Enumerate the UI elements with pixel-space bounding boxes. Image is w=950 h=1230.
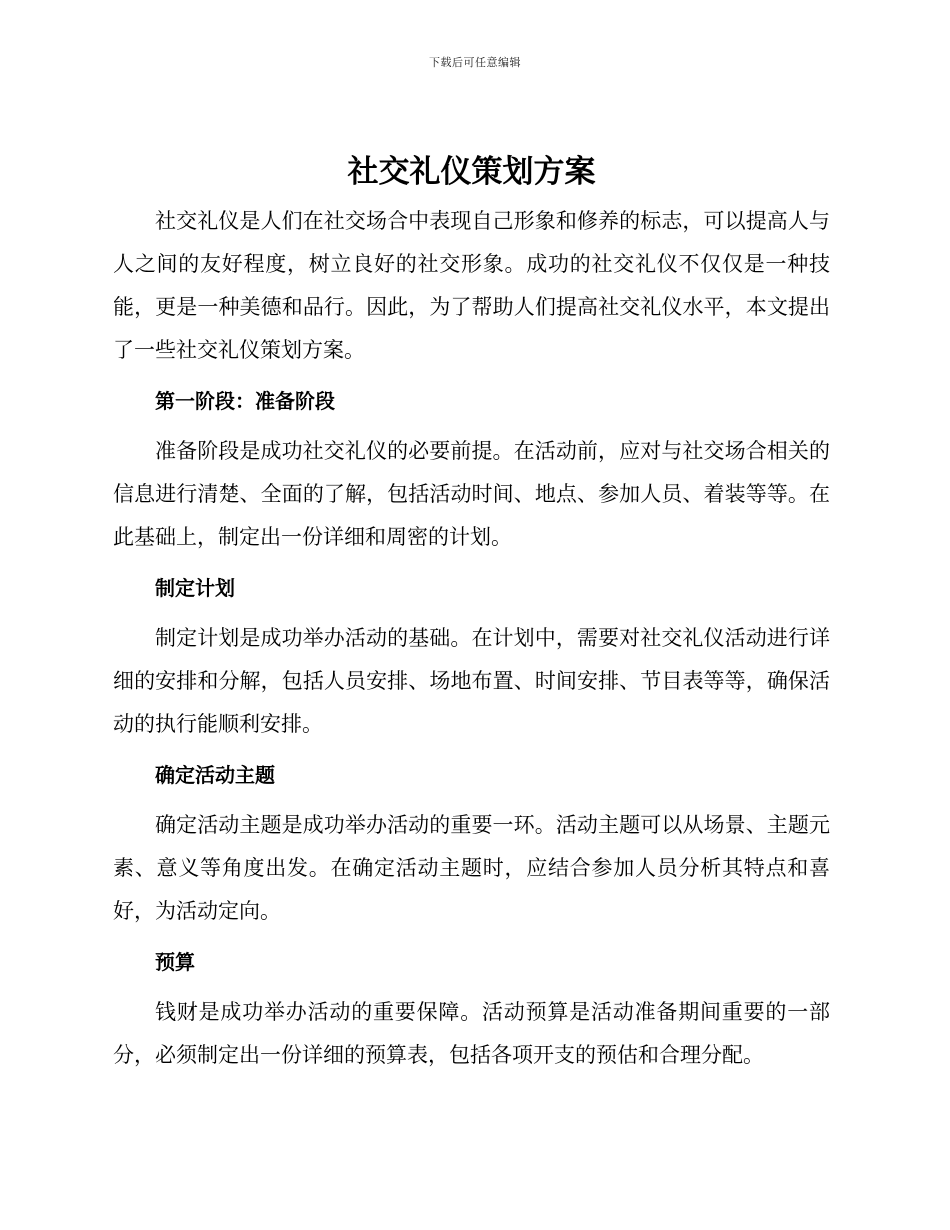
- section-heading-theme: 确定活动主题: [155, 763, 275, 787]
- section-paragraph-theme: 确定活动主题是成功举办活动的重要一环。活动主题可以从场景、主题元素、意义等角度出发。在确定活动主题时，应结合参加人员分析其特点和喜好，为活动定向。: [113, 813, 830, 923]
- section-paragraph-budget: 钱财是成功举办活动的重要保障。活动预算是活动准备期间重要的一部分，必须制定出一份详细的预算表，包括各项开支的预估和合理分配。: [113, 1000, 830, 1067]
- page-header: 下载后可任意编辑: [429, 56, 521, 69]
- section-heading-plan: 制定计划: [155, 576, 235, 600]
- intro-paragraph: 社交礼仪是人们在社交场合中表现自己形象和修养的标志，可以提高人与人之间的友好程度，树立良好的社交形象。成功的社交礼仪不仅仅是一种技能，更是一种美德和品行。因此，为了帮助人们提高社交礼仪水平，本文提出了一些社交礼仪策划方案。: [113, 209, 830, 362]
- document-body: [113, 150, 830, 1077]
- document-title: 社交礼仪策划方案: [347, 154, 596, 190]
- section-heading-budget: 预算: [155, 950, 195, 974]
- section-heading-preparation: 第一阶段：准备阶段: [155, 389, 335, 413]
- section-paragraph-preparation: 准备阶段是成功社交礼仪的必要前提。在活动前，应对与社交场合相关的信息进行清楚、全面的了解，包括活动时间、地点、参加人员、着装等等。在此基础上，制定出一份详细和周密的计划。: [113, 439, 830, 549]
- section-paragraph-plan: 制定计划是成功举办活动的基础。在计划中，需要对社交礼仪活动进行详细的安排和分解，包括人员安排、场地布置、时间安排、节目表等等，确保活动的执行能顺利安排。: [113, 626, 830, 736]
